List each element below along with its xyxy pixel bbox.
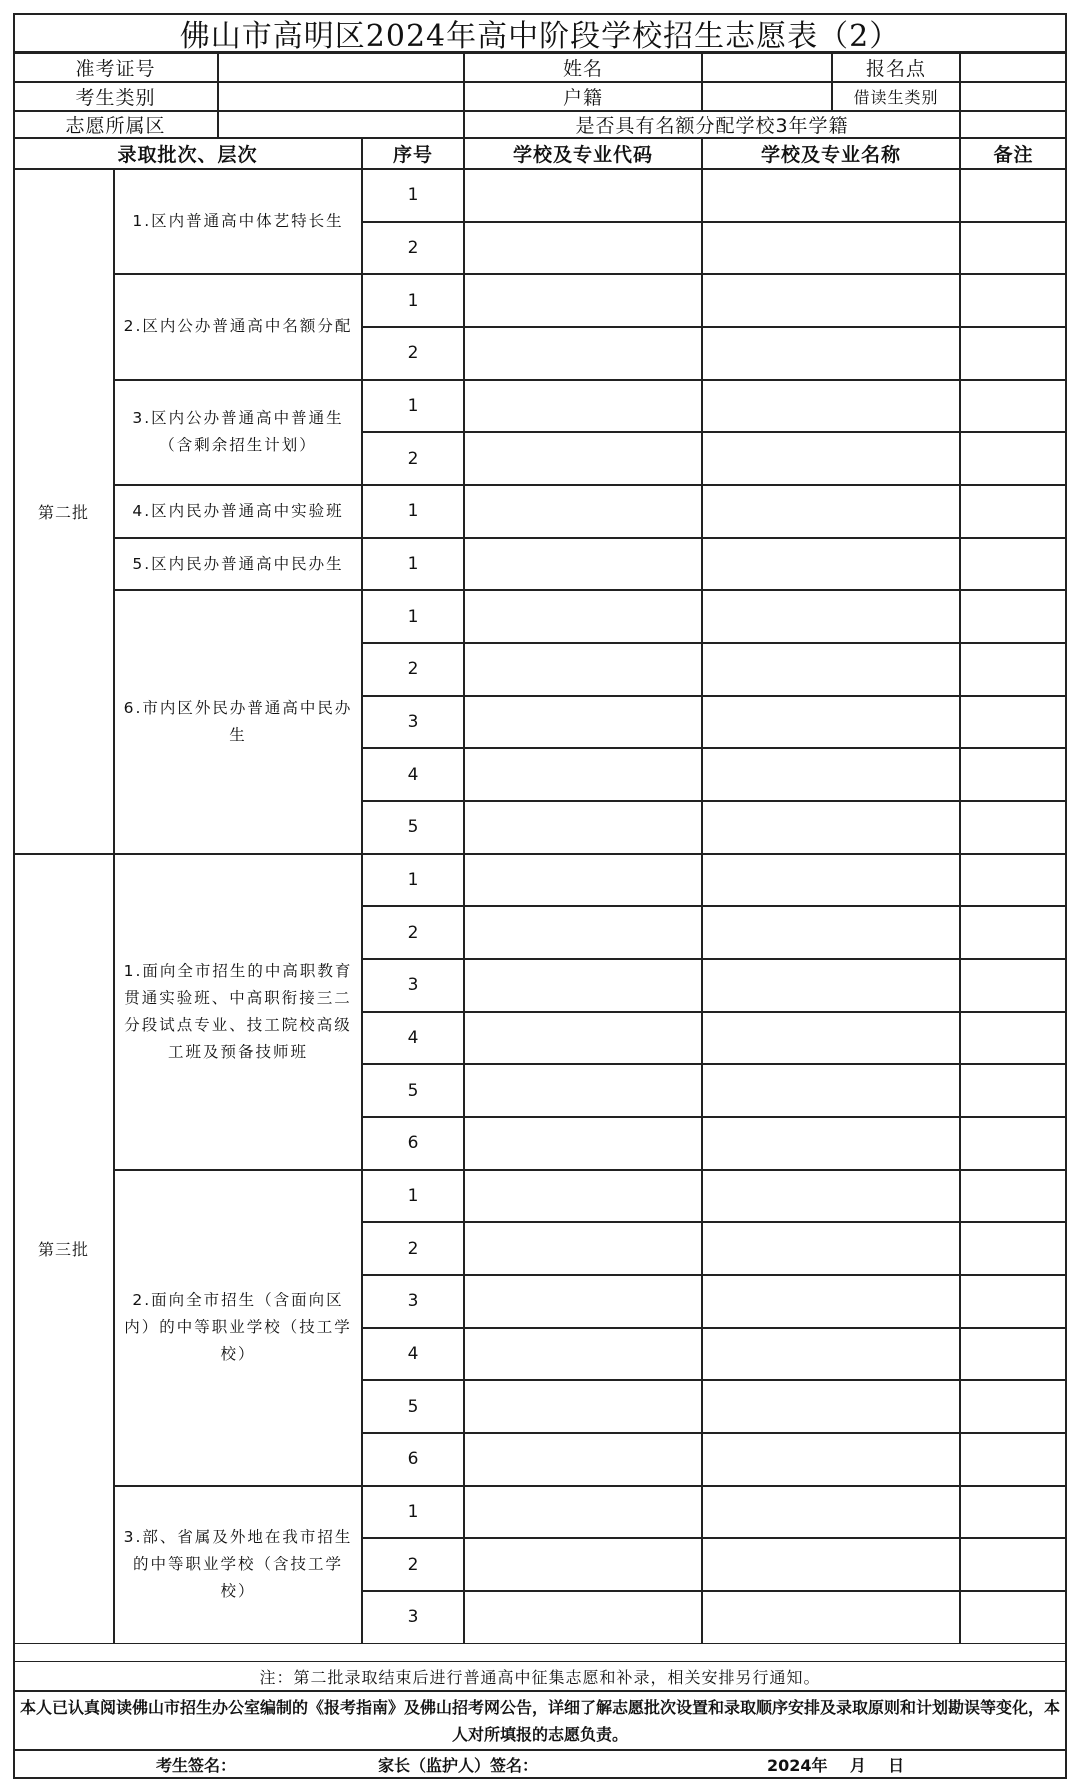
remark-input[interactable] <box>960 222 1067 275</box>
date-label: 2024年 月 日 <box>767 1756 905 1775</box>
school-code-input[interactable] <box>464 1275 702 1328</box>
site-label: 报名点 <box>832 53 960 82</box>
seq-number: 1 <box>362 274 464 327</box>
borrow-field[interactable] <box>960 82 1067 111</box>
seq-number: 5 <box>362 801 464 854</box>
level-label: 6.市内区外民办普通高中民办生 <box>114 590 362 853</box>
remark-input[interactable] <box>960 432 1067 485</box>
remark-input[interactable] <box>960 327 1067 380</box>
school-name-input[interactable] <box>702 380 960 433</box>
remark-input[interactable] <box>960 1486 1067 1539</box>
school-name-input[interactable] <box>702 1486 960 1539</box>
school-name-input[interactable] <box>702 643 960 696</box>
seq-number: 1 <box>362 485 464 538</box>
level-label: 2.区内公办普通高中名额分配 <box>114 274 362 379</box>
batch-label: 第三批 <box>13 854 114 1644</box>
school-code-input[interactable] <box>464 169 702 222</box>
remark-input[interactable] <box>960 1328 1067 1381</box>
school-code-input[interactable] <box>464 327 702 380</box>
school-code-input[interactable] <box>464 380 702 433</box>
school-name-input[interactable] <box>702 748 960 801</box>
category-field[interactable] <box>218 82 464 111</box>
school-name-input[interactable] <box>702 1170 960 1223</box>
seq-number: 3 <box>362 1275 464 1328</box>
school-code-input[interactable] <box>464 1328 702 1381</box>
school-name-input[interactable] <box>702 1380 960 1433</box>
seq-number: 3 <box>362 696 464 749</box>
school-code-input[interactable] <box>464 590 702 643</box>
seq-number: 1 <box>362 380 464 433</box>
school-code-input[interactable] <box>464 1170 702 1223</box>
level-label: 1.面向全市招生的中高职教育贯通实验班、中高职衔接三二分段试点专业、技工院校高级工班及预备技师班 <box>114 854 362 1170</box>
remark-input[interactable] <box>960 906 1067 959</box>
district-field[interactable] <box>218 111 464 138</box>
school-code-input[interactable] <box>464 1222 702 1275</box>
col-remark-header: 备注 <box>960 138 1067 169</box>
name-field[interactable] <box>702 53 832 82</box>
seq-number: 1 <box>362 854 464 907</box>
remark-input[interactable] <box>960 169 1067 222</box>
remark-input[interactable] <box>960 696 1067 749</box>
school-name-input[interactable] <box>702 854 960 907</box>
seq-number: 2 <box>362 327 464 380</box>
batch-label: 第二批 <box>13 169 114 854</box>
remark-input[interactable] <box>960 748 1067 801</box>
signature-row <box>13 1750 1067 1779</box>
seq-number: 6 <box>362 1433 464 1486</box>
seq-number: 4 <box>362 748 464 801</box>
school-code-input[interactable] <box>464 696 702 749</box>
school-code-input[interactable] <box>464 1591 702 1644</box>
school-name-input[interactable] <box>702 1012 960 1065</box>
name-label: 姓名 <box>464 53 702 82</box>
school-code-input[interactable] <box>464 222 702 275</box>
seq-number: 1 <box>362 169 464 222</box>
level-label: 1.区内普通高中体艺特长生 <box>114 169 362 274</box>
school-name-input[interactable] <box>702 1433 960 1486</box>
remark-input[interactable] <box>960 1380 1067 1433</box>
remark-input[interactable] <box>960 959 1067 1012</box>
col-code-header: 学校及专业代码 <box>464 138 702 169</box>
borrow-label: 借读生类别 <box>832 82 960 111</box>
school-name-input[interactable] <box>702 1328 960 1381</box>
site-field[interactable] <box>960 53 1067 82</box>
school-code-input[interactable] <box>464 274 702 327</box>
school-name-input[interactable] <box>702 590 960 643</box>
school-name-input[interactable] <box>702 274 960 327</box>
seq-number: 1 <box>362 1486 464 1539</box>
school-code-input[interactable] <box>464 538 702 591</box>
quota-label: 是否具有名额分配学校3年学籍 <box>464 111 960 138</box>
school-code-input[interactable] <box>464 1117 702 1170</box>
school-name-input[interactable] <box>702 696 960 749</box>
remark-input[interactable] <box>960 1222 1067 1275</box>
level-label: 3.部、省属及外地在我市招生的中等职业学校（含技工学校） <box>114 1486 362 1644</box>
school-name-input[interactable] <box>702 959 960 1012</box>
school-name-input[interactable] <box>702 485 960 538</box>
level-label: 3.区内公办普通高中普通生（含剩余招生计划） <box>114 380 362 485</box>
remark-input[interactable] <box>960 380 1067 433</box>
school-name-input[interactable] <box>702 1275 960 1328</box>
seq-number: 4 <box>362 1328 464 1381</box>
remark-input[interactable] <box>960 1433 1067 1486</box>
school-code-input[interactable] <box>464 748 702 801</box>
footer-note: 注：第二批录取结束后进行普通高中征集志愿和补录，相关安排另行通知。 <box>13 1661 1067 1691</box>
school-name-input[interactable] <box>702 801 960 854</box>
seq-number: 2 <box>362 906 464 959</box>
school-code-input[interactable] <box>464 643 702 696</box>
seq-number: 3 <box>362 959 464 1012</box>
remark-input[interactable] <box>960 590 1067 643</box>
remark-input[interactable] <box>960 538 1067 591</box>
school-code-input[interactable] <box>464 1380 702 1433</box>
remark-input[interactable] <box>960 485 1067 538</box>
school-name-input[interactable] <box>702 1117 960 1170</box>
school-code-input[interactable] <box>464 1486 702 1539</box>
remark-input[interactable] <box>960 854 1067 907</box>
parent-signature-label: 家长（监护人）签名： <box>378 1756 539 1775</box>
seq-number: 1 <box>362 1170 464 1223</box>
seq-number: 2 <box>362 1538 464 1591</box>
seq-number: 5 <box>362 1380 464 1433</box>
school-code-input[interactable] <box>464 432 702 485</box>
school-code-input[interactable] <box>464 485 702 538</box>
remark-input[interactable] <box>960 1064 1067 1117</box>
school-name-input[interactable] <box>702 432 960 485</box>
exam-no-field[interactable] <box>218 53 464 82</box>
seq-number: 1 <box>362 590 464 643</box>
quota-field[interactable] <box>960 111 1067 138</box>
seq-number: 2 <box>362 222 464 275</box>
school-name-input[interactable] <box>702 222 960 275</box>
remark-input[interactable] <box>960 1591 1067 1644</box>
footer-statement: 本人已认真阅读佛山市招生办公室编制的《报考指南》及佛山招考网公告，详细了解志愿批次设置和录取顺序安排及录取原则和计划勘误等变化，本人对所填报的志愿负责。 <box>13 1691 1067 1750</box>
col-school-header: 学校及专业名称 <box>702 138 960 169</box>
district-label: 志愿所属区 <box>13 111 218 138</box>
school-name-input[interactable] <box>702 1538 960 1591</box>
remark-input[interactable] <box>960 1012 1067 1065</box>
seq-number: 2 <box>362 432 464 485</box>
school-code-input[interactable] <box>464 854 702 907</box>
col-seq-header: 序号 <box>362 138 464 169</box>
huji-field[interactable] <box>702 82 832 111</box>
school-code-input[interactable] <box>464 959 702 1012</box>
school-code-input[interactable] <box>464 1538 702 1591</box>
school-code-input[interactable] <box>464 801 702 854</box>
remark-input[interactable] <box>960 1117 1067 1170</box>
col-batch-header: 录取批次、层次 <box>13 138 362 169</box>
school-name-input[interactable] <box>702 906 960 959</box>
remark-input[interactable] <box>960 274 1067 327</box>
student-signature-label: 考生签名： <box>156 1756 237 1775</box>
huji-label: 户籍 <box>464 82 702 111</box>
remark-input[interactable] <box>960 801 1067 854</box>
school-name-input[interactable] <box>702 169 960 222</box>
seq-number: 5 <box>362 1064 464 1117</box>
seq-number: 4 <box>362 1012 464 1065</box>
school-name-input[interactable] <box>702 538 960 591</box>
exam-no-label: 准考证号 <box>13 53 218 82</box>
seq-number: 3 <box>362 1591 464 1644</box>
school-code-input[interactable] <box>464 906 702 959</box>
remark-input[interactable] <box>960 1538 1067 1591</box>
remark-input[interactable] <box>960 1275 1067 1328</box>
seq-number: 2 <box>362 1222 464 1275</box>
remark-input[interactable] <box>960 1170 1067 1223</box>
level-label: 5.区内民办普通高中民办生 <box>114 538 362 591</box>
seq-number: 6 <box>362 1117 464 1170</box>
remark-input[interactable] <box>960 643 1067 696</box>
school-code-input[interactable] <box>464 1012 702 1065</box>
level-label: 4.区内民办普通高中实验班 <box>114 485 362 538</box>
school-name-input[interactable] <box>702 1591 960 1644</box>
application-form <box>13 13 1067 1779</box>
level-label: 2.面向全市招生（含面向区内）的中等职业学校（技工学校） <box>114 1170 362 1486</box>
form-title: 佛山市高明区2024年高中阶段学校招生志愿表（2） <box>13 13 1067 53</box>
school-name-input[interactable] <box>702 1222 960 1275</box>
category-label: 考生类别 <box>13 82 218 111</box>
seq-number: 1 <box>362 538 464 591</box>
school-code-input[interactable] <box>464 1064 702 1117</box>
school-name-input[interactable] <box>702 327 960 380</box>
school-name-input[interactable] <box>702 1064 960 1117</box>
seq-number: 2 <box>362 643 464 696</box>
school-code-input[interactable] <box>464 1433 702 1486</box>
